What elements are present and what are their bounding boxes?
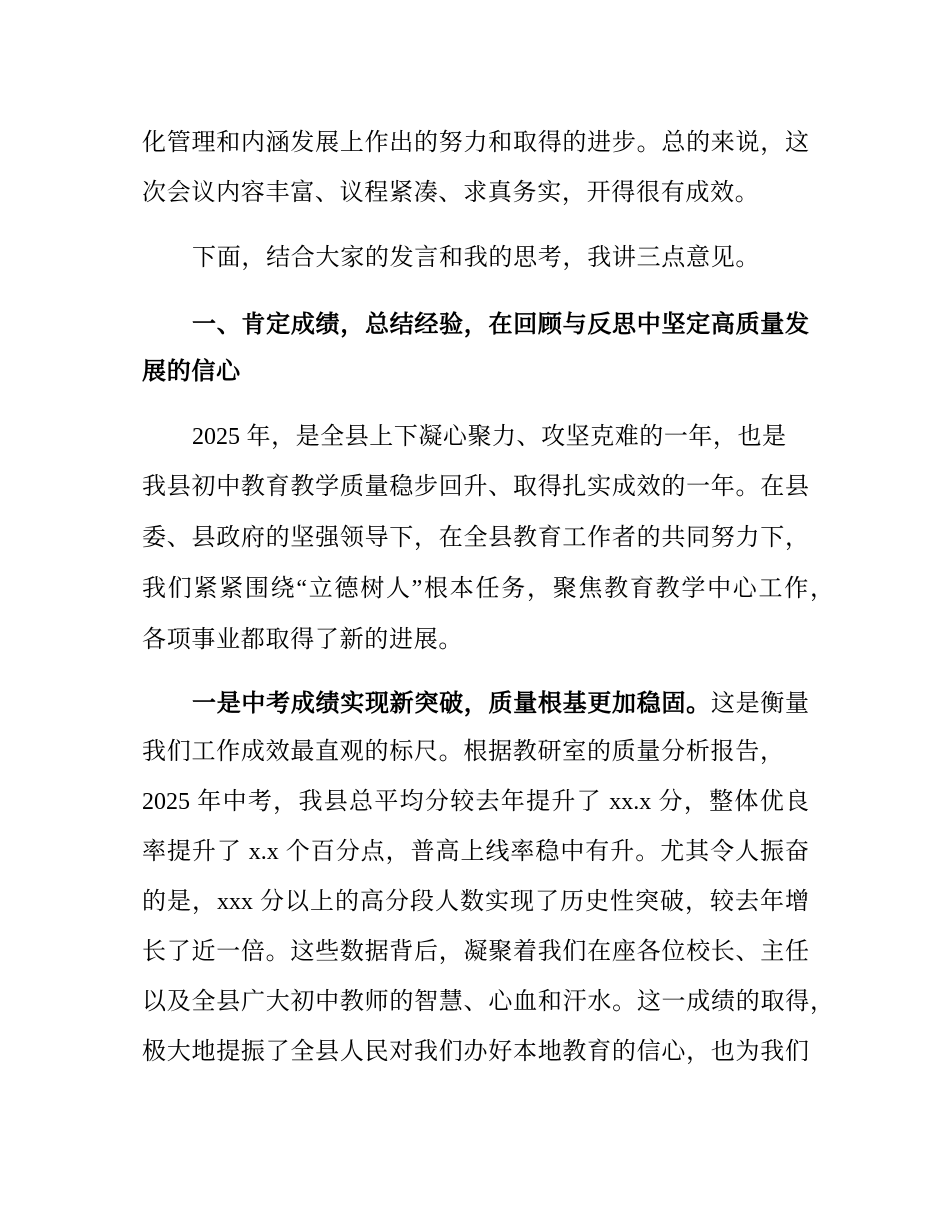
body-text-run: 这是衡量 xyxy=(710,691,809,717)
body-text-line: 下面，结合大家的发言和我的思考，我讲三点意见。 xyxy=(192,245,761,271)
body-text-line: 各项事业都取得了新的进展。 xyxy=(142,627,464,653)
body-text-line: 极大地提振了全县人民对我们办好本地教育的信心，也为我们 xyxy=(142,1039,809,1065)
body-text-line: 的是，xxx 分以上的高分段人数实现了历史性突破，较去年增 xyxy=(142,889,809,915)
body-text-line: 次会议内容丰富、议程紧凑、求真务实，开得很有成效。 xyxy=(142,180,760,206)
body-text-line: 2025 年，是全县上下凝心聚力、攻坚克难的一年，也是 xyxy=(192,424,786,450)
body-text-line: 化管理和内涵发展上作出的努力和取得的进步。总的来说，这 xyxy=(142,130,809,156)
body-text-line: 长了近一倍。这些数据背后，凝聚着我们在座各位校长、主任 xyxy=(142,939,809,965)
body-text-line: 委、县政府的坚强领导下，在全县教育工作者的共同努力下， xyxy=(142,525,809,551)
body-text-line xyxy=(192,678,809,728)
section-heading: 一、肯定成绩，总结经验，在回顾与反思中坚定高质量发 xyxy=(192,310,809,338)
body-text-line: 我们紧紧围绕“立德树人”根本任务，聚焦教育教学中心工作， xyxy=(142,576,834,602)
bold-lead-sentence: 一是中考成绩实现新突破，质量根基更加稳固。 xyxy=(192,689,711,717)
body-text-line: 以及全县广大初中教师的智慧、心血和汗水。这一成绩的取得， xyxy=(142,989,834,1015)
body-text-line: 我县初中教育教学质量稳步回升、取得扎实成效的一年。在县 xyxy=(142,474,809,500)
body-text-line: 2025 年中考，我县总平均分较去年提升了 xx.x 分，整体优良 xyxy=(142,789,809,815)
body-text-line: 我们工作成效最直观的标尺。根据教研室的质量分析报告， xyxy=(142,739,784,765)
body-text-line: 率提升了 x.x 个百分点，普高上线率稳中有升。尤其令人振奋 xyxy=(142,839,809,865)
section-heading: 展的信心 xyxy=(142,357,241,385)
